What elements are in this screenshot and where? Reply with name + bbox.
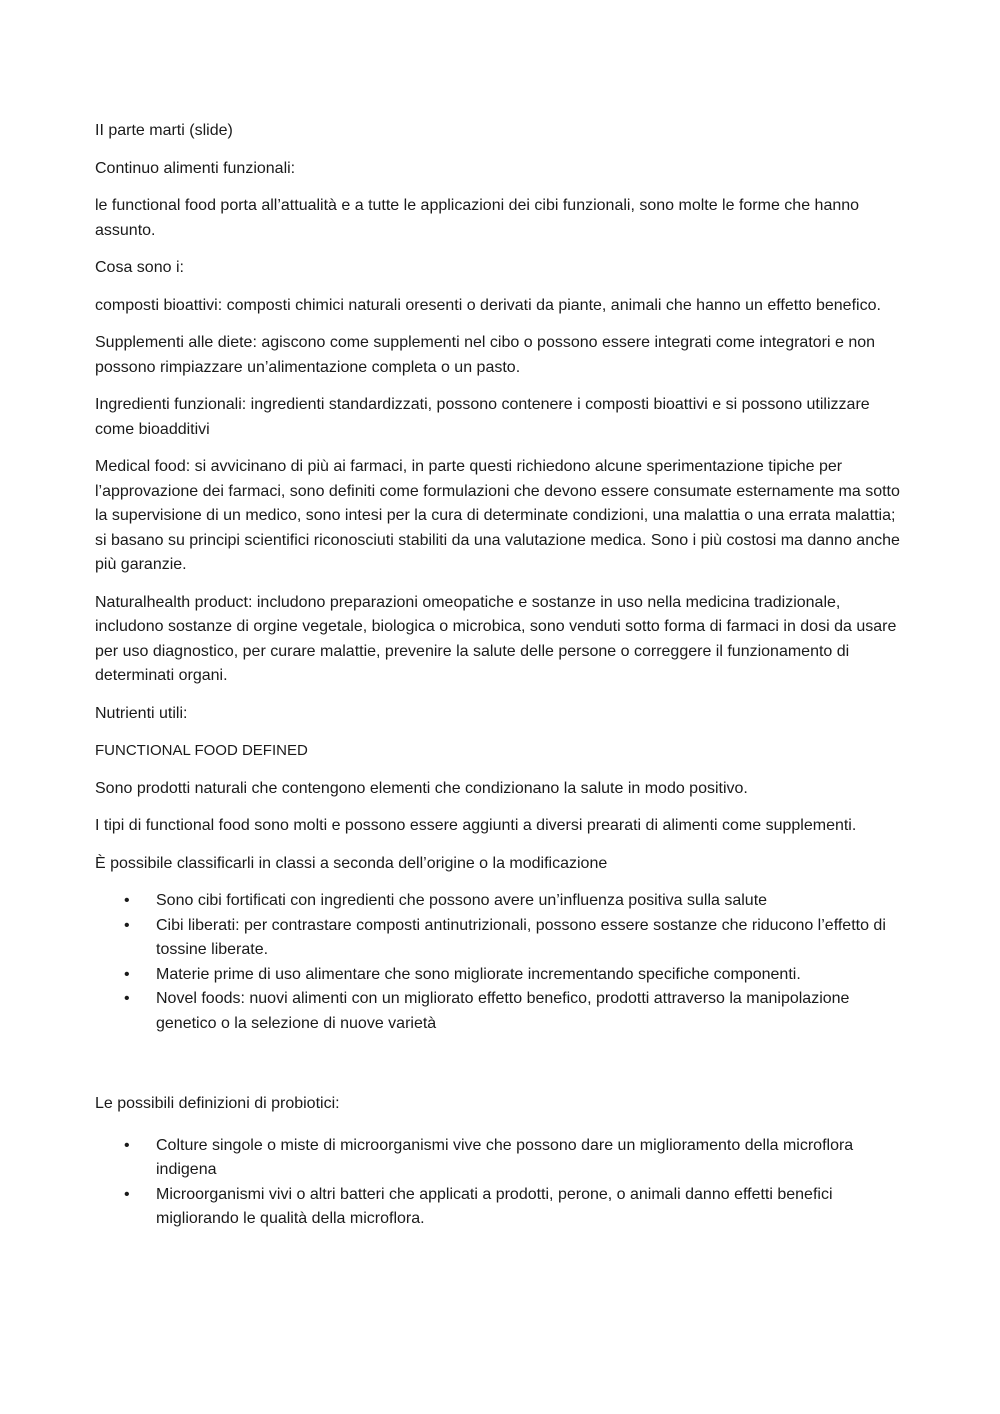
bullet-icon: • — [124, 1136, 130, 1154]
list-item-text: Materie prime di uso alimentare che sono migliorate incrementando specifiche componenti. — [156, 965, 801, 983]
bullet-icon: • — [124, 990, 130, 1007]
list-item-text: Microorganismi vivi o altri batteri che applicati a prodotti, perone, o animali danno effetti benefici migliorando le qualità della microflora. — [156, 1185, 833, 1227]
list-item-text: Cibi liberati: per contrastare composti antinutrizionali, possono essere sostanze che riducono l’effetto di tossine liberate. — [156, 916, 886, 958]
list-item — [95, 914, 910, 963]
paragraph-prodotti-naturali: Sono prodotti naturali che contengono elementi che condizionano la salute in modo positivo. — [95, 779, 748, 797]
bullet-icon: • — [124, 1185, 130, 1203]
bullet-icon: • — [124, 965, 130, 983]
paragraph-naturalhealth: Naturalhealth product: includono preparazioni omeopatiche e sostanze in uso nella medicina tradizionale, includono sostanze di orgine vegetale, biologica o microbica, sono venduti sotto forma di farmaci in dosi da usare per uso diagnostico, per curare malattie, prevenire la salute delle persone o correggere il funzionamento di determinati organi. — [95, 593, 897, 684]
paragraph-ingredienti: Ingredienti funzionali: ingredienti standardizzati, possono contenere i composti bioattivi e si possono utilizzare come bioadditivi — [95, 396, 870, 438]
list-item-text: Novel foods: nuovi alimenti con un migliorato effetto benefico, prodotti attraverso la manipolazione genetico o la selezione di nuove varietà — [156, 990, 850, 1032]
blank-line — [95, 1049, 910, 1092]
heading-functional-food-defined: FUNCTIONAL FOOD DEFINED — [95, 742, 308, 759]
paragraph-medical-food: Medical food: si avvicinano di più ai farmaci, in parte questi richiedono alcune sperimentazione tipiche per l’approvazione dei farmaci, sono definiti come formulazioni che devono essere consumate esternamente ma sotto la supervisione di un medico, sono intesi per la cura di determinate condizioni, una malattia o una errata malattia; si basano su principi scientifici riconosciuti stabiliti da una valutazione medica. Sono i più costosi ma danno anche più garanzie. — [95, 458, 900, 573]
bullet-list-probiotics — [95, 1134, 910, 1232]
list-item-text: Sono cibi fortificati con ingredienti che possono avere un’influenza positiva sulla salute — [156, 892, 768, 909]
paragraph-tipi: I tipi di functional food sono molti e possono essere aggiunti a diversi prearati di alimenti come supplementi. — [95, 817, 857, 834]
paragraph-classificazione: È possibile classificarli in classi a seconda dell’origine o la modificazione — [95, 854, 608, 872]
bullet-icon: • — [124, 892, 130, 909]
paragraph-cosa-sono: Cosa sono i: — [95, 259, 184, 276]
section-intro: Continuo alimenti funzionali: — [95, 159, 296, 177]
bullet-list-classes — [95, 889, 910, 1036]
paragraph-nutrienti: Nutrienti utili: — [95, 704, 188, 722]
list-item — [95, 889, 910, 914]
list-item — [95, 1134, 910, 1183]
heading-probiotici: Le possibili definizioni di probiotici: — [95, 1095, 340, 1112]
paragraph-composti-bioattivi: composti bioattivi: composti chimici naturali oresenti o derivati da piante, animali che hanno un effetto benefico. — [95, 296, 881, 314]
paragraph-supplementi: Supplementi alle diete: agiscono come supplementi nel cibo o possono essere integrati come integratori e non possono rimpiazzare un’alimentazione completa o un pasto. — [95, 334, 876, 376]
list-item-text: Colture singole o miste di microorganismi vive che possono dare un miglioramento della microflora indigena — [156, 1136, 854, 1178]
paragraph-functional-food: le functional food porta all’attualità e a tutte le applicazioni dei cibi funzionali, sono molte le forme che hanno assunto. — [95, 197, 860, 239]
doc-title: II parte marti (slide) — [95, 122, 233, 139]
list-item — [95, 987, 910, 1036]
document-page — [95, 119, 910, 1245]
list-item — [95, 963, 910, 988]
list-item — [95, 1183, 910, 1232]
bullet-icon: • — [124, 916, 130, 934]
